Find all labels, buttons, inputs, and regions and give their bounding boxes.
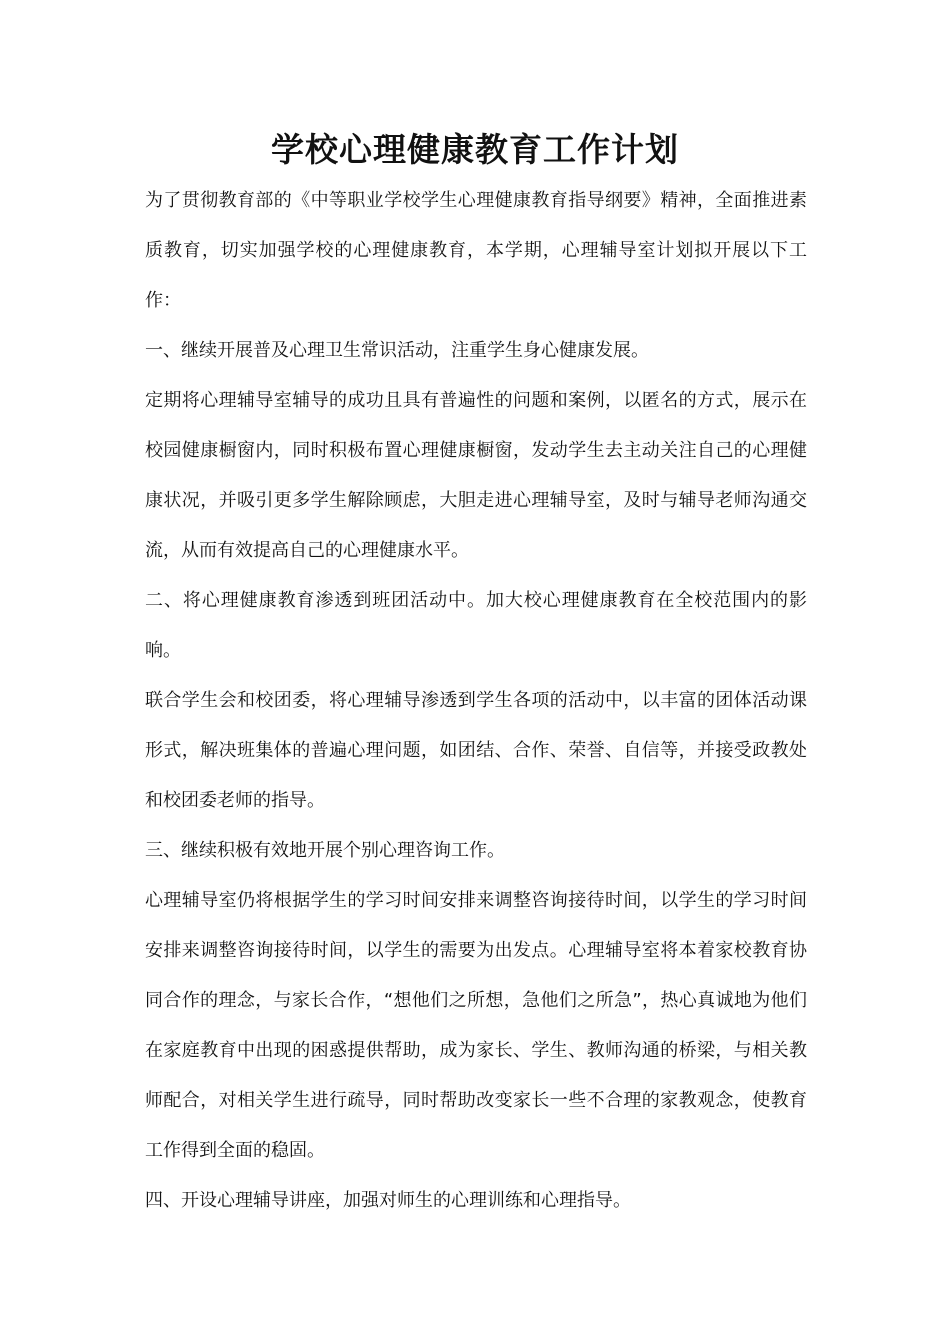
paragraph-intro: 为了贯彻教育部的《中等职业学校学生心理健康教育指导纲要》精神，全面推进素质教育，切实加强学校的心理健康教育，本学期，心理辅导室计划拟开展以下工作： [145, 190, 807, 311]
document-body [145, 176, 807, 1226]
paragraph-section-1: 定期将心理辅导室辅导的成功且具有普遍性的问题和案例，以匿名的方式，展示在校园健康橱窗内，同时积极布置心理健康橱窗，发动学生去主动关注自己的心理健康状况，并吸引更多学生解除顾虑，大胆走进心理辅导室，及时与辅导老师沟通交流，从而有效提高自己的心理健康水平。 [145, 390, 807, 561]
document-title: 学校心理健康教育工作计划 [271, 130, 679, 169]
paragraph-section-2: 联合学生会和校团委，将心理辅导渗透到学生各项的活动中，以丰富的团体活动课形式，解决班集体的普遍心理问题，如团结、合作、荣誉、自信等，并接受政教处和校团委老师的指导。 [145, 690, 807, 811]
section-heading-4: 四、开设心理辅导讲座，加强对师生的心理训练和心理指导。 [145, 1190, 631, 1211]
paragraph-section-3: 心理辅导室仍将根据学生的学习时间安排来调整咨询接待时间，以学生的学习时间安排来调整咨询接待时间，以学生的需要为出发点。心理辅导室将本着家校教育协同合作的理念，与家长合作，“想他们之所想，急他们之所急”，热心真诚地为他们在家庭教育中出现的困惑提供帮助，成为家长、学生、教师沟通的桥梁，与相关教师配合，对相关学生进行疏导，同时帮助改变家长一些不合理的家教观念，使教育工作得到全面的稳固。 [145, 890, 807, 1161]
section-heading-2: 二、将心理健康教育渗透到班团活动中。加大校心理健康教育在全校范围内的影响。 [145, 590, 807, 661]
section-heading-3: 三、继续积极有效地开展个别心理咨询工作。 [145, 840, 505, 861]
section-heading-1: 一、继续开展普及心理卫生常识活动，注重学生身心健康发展。 [145, 340, 649, 361]
